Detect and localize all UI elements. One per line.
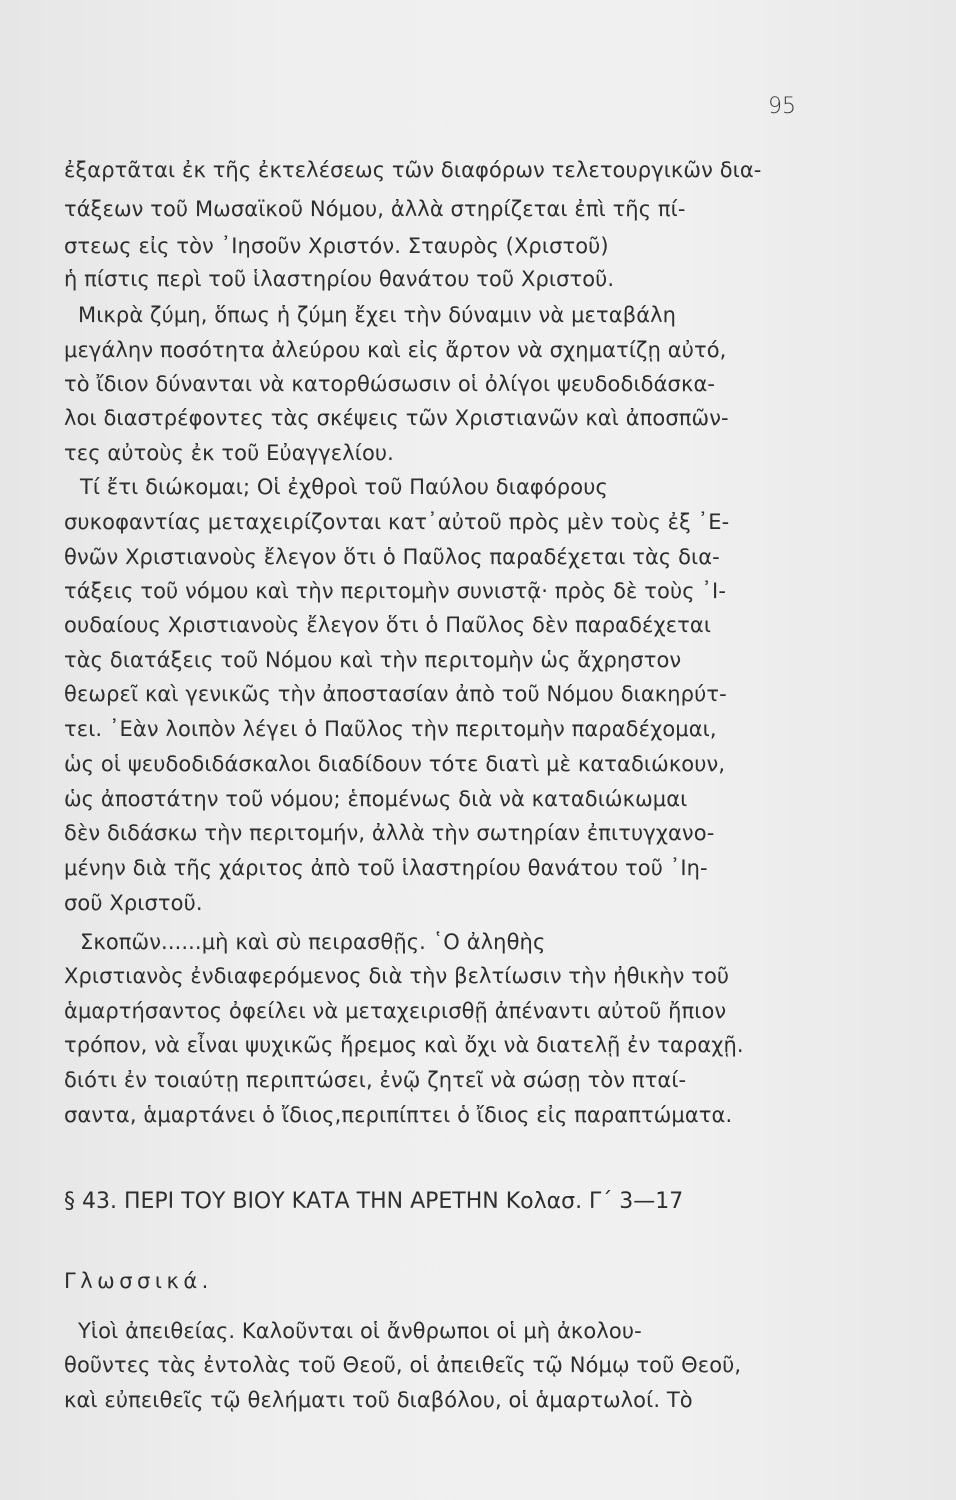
- text-line: τάξεις τοῦ νόμου καὶ τὴν περιτομὴν συνιστᾷ· πρὸς δὲ τοὺς ᾿Ι-: [64, 579, 726, 603]
- text-line: ἐξαρτᾶται ἐκ τῆς ἐκτελέσεως τῶν διαφόρων τελετουργικῶν δια-: [64, 158, 762, 182]
- text-line: Χριστιανὸς ἐνδιαφερόμενος διὰ τὴν βελτίωσιν τὴν ἠθικὴν τοῦ: [64, 964, 730, 988]
- text-line: τάξεων τοῦ Μωσαϊκοῦ Νόμου, ἀλλὰ στηρίζεται ἐπὶ τῆς πί-: [64, 197, 686, 221]
- text-line: τει. ᾿Εὰν λοιπὸν λέγει ὁ Παῦλος τὴν περιτομὴν παραδέχομαι,: [64, 717, 717, 741]
- text-line: διότι ἐν τοιαύτῃ περιπτώσει, ἐνῷ ζητεῖ νὰ σώσῃ τὸν πταί-: [64, 1068, 687, 1092]
- text-line: ὡς ἀποστάτην τοῦ νόμου; ἑπομένως διὰ νὰ καταδιώκωμαι: [64, 787, 688, 811]
- text-line: θεωρεῖ καὶ γενικῶς τὴν ἀποστασίαν ἀπὸ τοῦ Νόμου διακηρύτ-: [64, 682, 727, 706]
- text-line: τὸ ἴδιον δύνανται νὰ κατορθώσωσιν οἱ ὀλίγοι ψευδοδιδάσκα-: [64, 372, 716, 396]
- text-line: ἡ πίστις περὶ τοῦ ἱλαστηρίου θανάτου τοῦ Χριστοῦ.: [64, 267, 615, 291]
- text-line: σοῦ Χριστοῦ.: [64, 891, 203, 915]
- text-line: Τί ἔτι διώκομαι; Οἱ ἐχθροὶ τοῦ Παύλου διαφόρους: [80, 475, 608, 499]
- text-line: μένην διὰ τῆς χάριτος ἀπὸ τοῦ ἱλαστηρίου θανάτου τοῦ ᾿Ιη-: [64, 856, 708, 880]
- text-line: θοῦντες τὰς ἐντολὰς τοῦ Θεοῦ, οἱ ἀπειθεῖς τῷ Νόμῳ τοῦ Θεοῦ,: [64, 1353, 742, 1377]
- section-heading: § 43. ΠΕΡΙ ΤΟΥ ΒΙΟΥ ΚΑΤΑ ΤΗΝ ΑΡΕΤΗΝ Κολασ. Γ΄ 3—17: [64, 1189, 684, 1214]
- text-line: ἁμαρτήσαντος ὀφείλει νὰ μεταχειρισθῇ ἀπέναντι αὐτοῦ ἤπιον: [64, 999, 727, 1023]
- text-line: μεγάλην ποσότητα ἀλεύρου καὶ εἰς ἄρτον νὰ σχηματίζῃ αὐτό,: [64, 338, 727, 362]
- text-line: λοι διαστρέφοντες τὰς σκέψεις τῶν Χριστιανῶν καὶ ἀποσπῶν-: [64, 406, 729, 430]
- text-line: τες αὐτοὺς ἐκ τοῦ Εὐαγγελίου.: [64, 441, 394, 465]
- text-line: συκοφαντίας μεταχειρίζονται κατ᾿αὐτοῦ πρὸς μὲν τοὺς ἐξ ᾿Ε-: [64, 510, 730, 534]
- text-line: σαντα, ἁμαρτάνει ὁ ἴδιος,περιπίπτει ὁ ἴδιος εἰς παραπτώματα.: [64, 1103, 733, 1127]
- text-line: Μικρὰ ζύμη, ὅπως ἡ ζύμη ἔχει τὴν δύναμιν νὰ μεταβάλη: [78, 303, 677, 327]
- text-line: δὲν διδάσκω τὴν περιτομήν, ἀλλὰ τὴν σωτηρίαν ἐπιτυγχανο-: [64, 821, 715, 845]
- text-line: Υἱοὶ ἀπειθείας. Καλοῦνται οἱ ἄνθρωποι οἱ μὴ ἀκολου-: [78, 1319, 642, 1343]
- text-line: θνῶν Χριστιανοὺς ἔλεγον ὅτι ὁ Παῦλος παραδέχεται τὰς δια-: [64, 545, 720, 569]
- section-subheading: Γλωσσικά.: [64, 1269, 213, 1293]
- page-number: 95: [768, 94, 796, 119]
- text-line: τὰς διατάξεις τοῦ Νόμου καὶ τὴν περιτομὴν ὡς ἄχρηστον: [64, 648, 682, 672]
- text-line: ουδαίους Χριστιανοὺς ἔλεγον ὅτι ὁ Παῦλος δὲν παραδέχεται: [64, 613, 712, 637]
- text-line: τρόπον, νὰ εἶναι ψυχικῶς ἤρεμος καὶ ὄχι νὰ διατελῇ ἐν ταραχῇ.: [64, 1033, 744, 1057]
- text-line: στεως εἰς τὸν ᾿Ιησοῦν Χριστόν. Σταυρὸς (Χριστοῦ): [64, 234, 609, 258]
- text-line: ὡς οἱ ψευδοδιδάσκαλοι διαδίδουν τότε διατὶ μὲ καταδιώκουν,: [64, 752, 726, 776]
- text-line: Σκοπῶν......μὴ καὶ σὺ πειρασθῇς. ῾Ο ἀληθὴς: [80, 930, 546, 954]
- text-line: καὶ εὐπειθεῖς τῷ θελήματι τοῦ διαβόλου, οἱ ἁμαρτωλοί. Τὸ: [64, 1388, 693, 1412]
